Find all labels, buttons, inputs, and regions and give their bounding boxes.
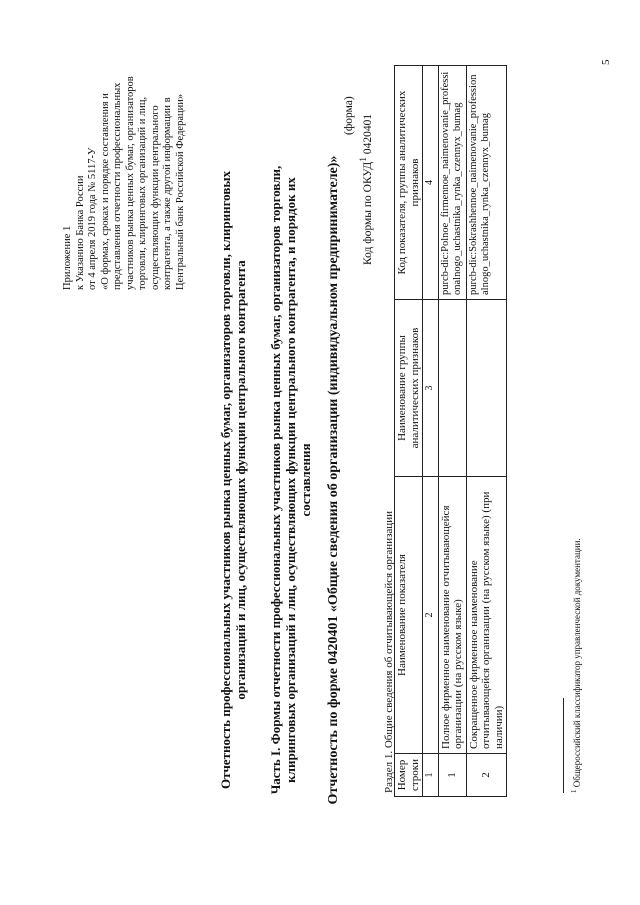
table-row bbox=[466, 66, 507, 797]
forma-label: (форма) bbox=[343, 96, 355, 135]
form-title: Отчетность по форме 0420401 «Общие сведения об организации (индивидуальном предпринимателе)» bbox=[326, 155, 341, 805]
appendix-line: осуществляющих функции центрального bbox=[149, 105, 161, 290]
row-group bbox=[438, 300, 466, 477]
okud-code bbox=[358, 114, 374, 265]
okud-value: 0420401 bbox=[361, 113, 374, 155]
row-name: Полное фирменное наименование отчитывающейся организации (на русском языке) bbox=[438, 477, 466, 754]
header-cell: Наименование показателя bbox=[395, 477, 423, 754]
row-number: 2 bbox=[466, 754, 507, 797]
appendix-line: Приложение 1 bbox=[62, 225, 73, 290]
appendix-line: контрагента, а также другой информации в bbox=[162, 97, 173, 290]
column-number: 3 bbox=[423, 300, 439, 477]
row-name: Сокращенное фирменное наименование отчитывающейся организации (на русском языке) (при наличии) bbox=[466, 477, 507, 754]
footnote-text: Общероссийский классификатор управленческой документации. bbox=[572, 538, 582, 788]
appendix-line: торговли, клиринговых организаций и лиц, bbox=[137, 96, 148, 290]
column-number: 2 bbox=[423, 477, 439, 754]
okud-label: Код формы по ОКУД bbox=[361, 161, 374, 265]
appendix-line: Центральный банк Российской Федерации» bbox=[174, 93, 186, 290]
data-table bbox=[394, 65, 507, 797]
table-header-row bbox=[395, 66, 423, 797]
part-title bbox=[268, 95, 313, 865]
header-cell: Номер строки bbox=[395, 754, 423, 797]
row-group bbox=[466, 300, 507, 477]
header-cell: Наименование группы аналитических признаков bbox=[395, 300, 423, 477]
main-title-line: Отчетность профессиональных участников рынка ценных бумаг, организаторов торговли, клиринговых bbox=[218, 170, 233, 790]
okud-footnote-mark: 1 bbox=[358, 156, 369, 162]
appendix-block bbox=[62, 40, 187, 290]
page-number: 5 bbox=[600, 59, 612, 65]
appendix-line: участников рынка ценных бумаг, организаторов bbox=[124, 76, 136, 290]
table-row bbox=[438, 66, 466, 797]
appendix-line: к Указанию Банка России bbox=[74, 175, 86, 290]
row-number: 1 bbox=[438, 754, 466, 797]
part-title-line: клиринговых организаций и лиц, осуществляющих функции центрального контрагента, и порядок их bbox=[283, 177, 298, 783]
part-title-line: составления bbox=[298, 443, 313, 517]
main-title bbox=[218, 95, 248, 865]
section-title: Раздел 1. Общие сведения об отчитывающейся организации bbox=[383, 511, 395, 793]
footnote-mark: 1 bbox=[570, 789, 578, 793]
column-number-row bbox=[423, 66, 439, 797]
main-title-line: организаций и лиц, осуществляющих функции центрального контрагента bbox=[233, 260, 248, 700]
column-number: 1 bbox=[423, 754, 439, 797]
column-number: 4 bbox=[423, 66, 439, 300]
appendix-line: от 4 апреля 2019 года № 5117-У bbox=[87, 147, 98, 290]
appendix-line: представления отчетности профессиональных bbox=[112, 82, 123, 290]
footnote bbox=[570, 538, 582, 793]
row-code: purcb-dic:Sokrashhennoe_naimenovanie_professionalnogo_uchastnika_rynka_czennyx_bumag bbox=[466, 66, 507, 300]
header-cell: Код показателя, группы аналитических признаков bbox=[395, 66, 423, 300]
footnote-divider bbox=[563, 698, 564, 793]
row-code: purcb-dic:Polnoe_firmennoe_naimenovanie_professionalnogo_uchastnika_rynka_czennyx_bumag bbox=[438, 66, 466, 300]
part-title-line: Часть I. Формы отчетности профессиональных участников рынка ценных бумаг, организаторов торговли, bbox=[268, 165, 283, 795]
appendix-line: «О формах, сроках и порядке составления и bbox=[99, 93, 111, 290]
